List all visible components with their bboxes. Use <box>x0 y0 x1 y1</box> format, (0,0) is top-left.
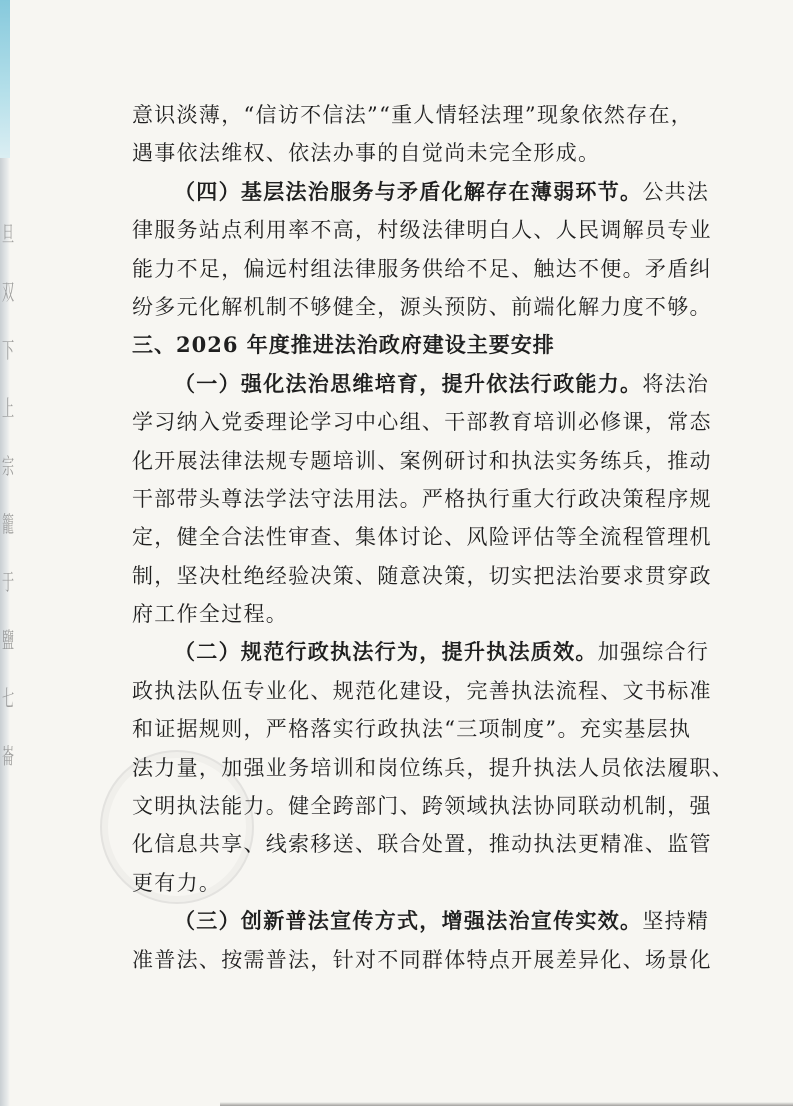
scan-binding-tab <box>0 0 10 158</box>
bleed-char: 七 <box>2 687 15 712</box>
text-line: 法力量，加强业务培训和岗位练兵，提升执法人员依法履职、 <box>132 755 735 780</box>
text-run: 公共法 <box>642 179 710 204</box>
paragraph-first-line <box>132 173 710 211</box>
bleed-char: 上 <box>2 397 15 422</box>
text-line: 化开展法律法规专题培训、案例研讨和执法实务练兵，推动 <box>132 448 712 473</box>
text-run: 坚持精 <box>642 909 710 934</box>
text-line: 制，坚决杜绝经验决策、随意决策，切实把法治要求贯穿政 <box>132 563 712 588</box>
paragraph-first-line <box>132 902 710 940</box>
text-line: 政执法队伍专业化、规范化建设，完善执法流程、文书标准 <box>132 678 712 703</box>
text-line: 能力不足，偏远村组法律服务供给不足、触达不便。矛盾纠 <box>132 256 712 281</box>
text-line: 和证据规则，严格落实行政执法“三项制度”。充实基层执 <box>132 717 692 742</box>
bleed-char: 籠 <box>2 513 15 538</box>
paragraph-first-line <box>132 365 710 403</box>
text-line: 化信息共享、线索移送、联合处置，推动执法更精准、监管 <box>132 832 712 857</box>
text-line: 遇事依法维权、依法办事的自觉尚未完全形成。 <box>132 141 601 166</box>
subsection-heading: （二）规范行政执法行为，提升执法质效。 <box>174 639 598 665</box>
text-line: 学习纳入党委理论学习中心组、干部教育培训必修课，常态 <box>132 410 712 435</box>
section-heading: 三、2026 年度推进法治政府建设主要安排 <box>132 332 555 358</box>
text-run: 将法治 <box>642 371 710 396</box>
text-line: 文明执法能力。健全跨部门、跨领域执法协同联动机制，强 <box>132 794 712 819</box>
bleed-char: 于 <box>2 571 15 596</box>
bleed-char: 崙 <box>2 745 15 770</box>
bleed-char: 双 <box>2 281 15 306</box>
bleed-char: 旦 <box>2 223 15 248</box>
text-run: 加强综合行 <box>597 640 710 665</box>
text-line: 更有力。 <box>132 870 222 895</box>
bleed-char: 下 <box>2 339 15 364</box>
bleed-char: 宗 <box>2 455 15 480</box>
text-line: 纷多元化解机制不够健全，源头预防、前端化解力度不够。 <box>132 294 712 319</box>
document-body <box>132 96 735 979</box>
text-line: 准普法、按需普法，针对不同群体特点开展差异化、场景化 <box>132 947 712 972</box>
text-line: 干部带头尊法学法守法用法。严格执行重大行政决策程序规 <box>132 486 712 511</box>
scan-bottom-edge <box>220 1102 793 1106</box>
text-line: 意识淡薄，“信访不信法”“重人情轻法理”现象依然存在， <box>132 103 694 127</box>
subsection-heading: （一）强化法治思维培育，提升依法行政能力。 <box>174 370 643 396</box>
text-line: 府工作全过程。 <box>132 602 289 627</box>
bleed-through-text <box>2 210 16 784</box>
paragraph-first-line <box>132 633 710 671</box>
text-line: 定，健全合法性审查、集体讨论、风险评估等全流程管理机 <box>132 525 712 550</box>
text-line: 律服务站点利用率不高，村级法律明白人、人民调解员专业 <box>132 218 712 243</box>
subsection-heading: （四）基层法治服务与矛盾化解存在薄弱环节。 <box>174 178 643 204</box>
bleed-char: 鹽 <box>2 629 15 654</box>
subsection-heading: （三）创新普法宣传方式，增强法治宣传实效。 <box>174 908 643 934</box>
